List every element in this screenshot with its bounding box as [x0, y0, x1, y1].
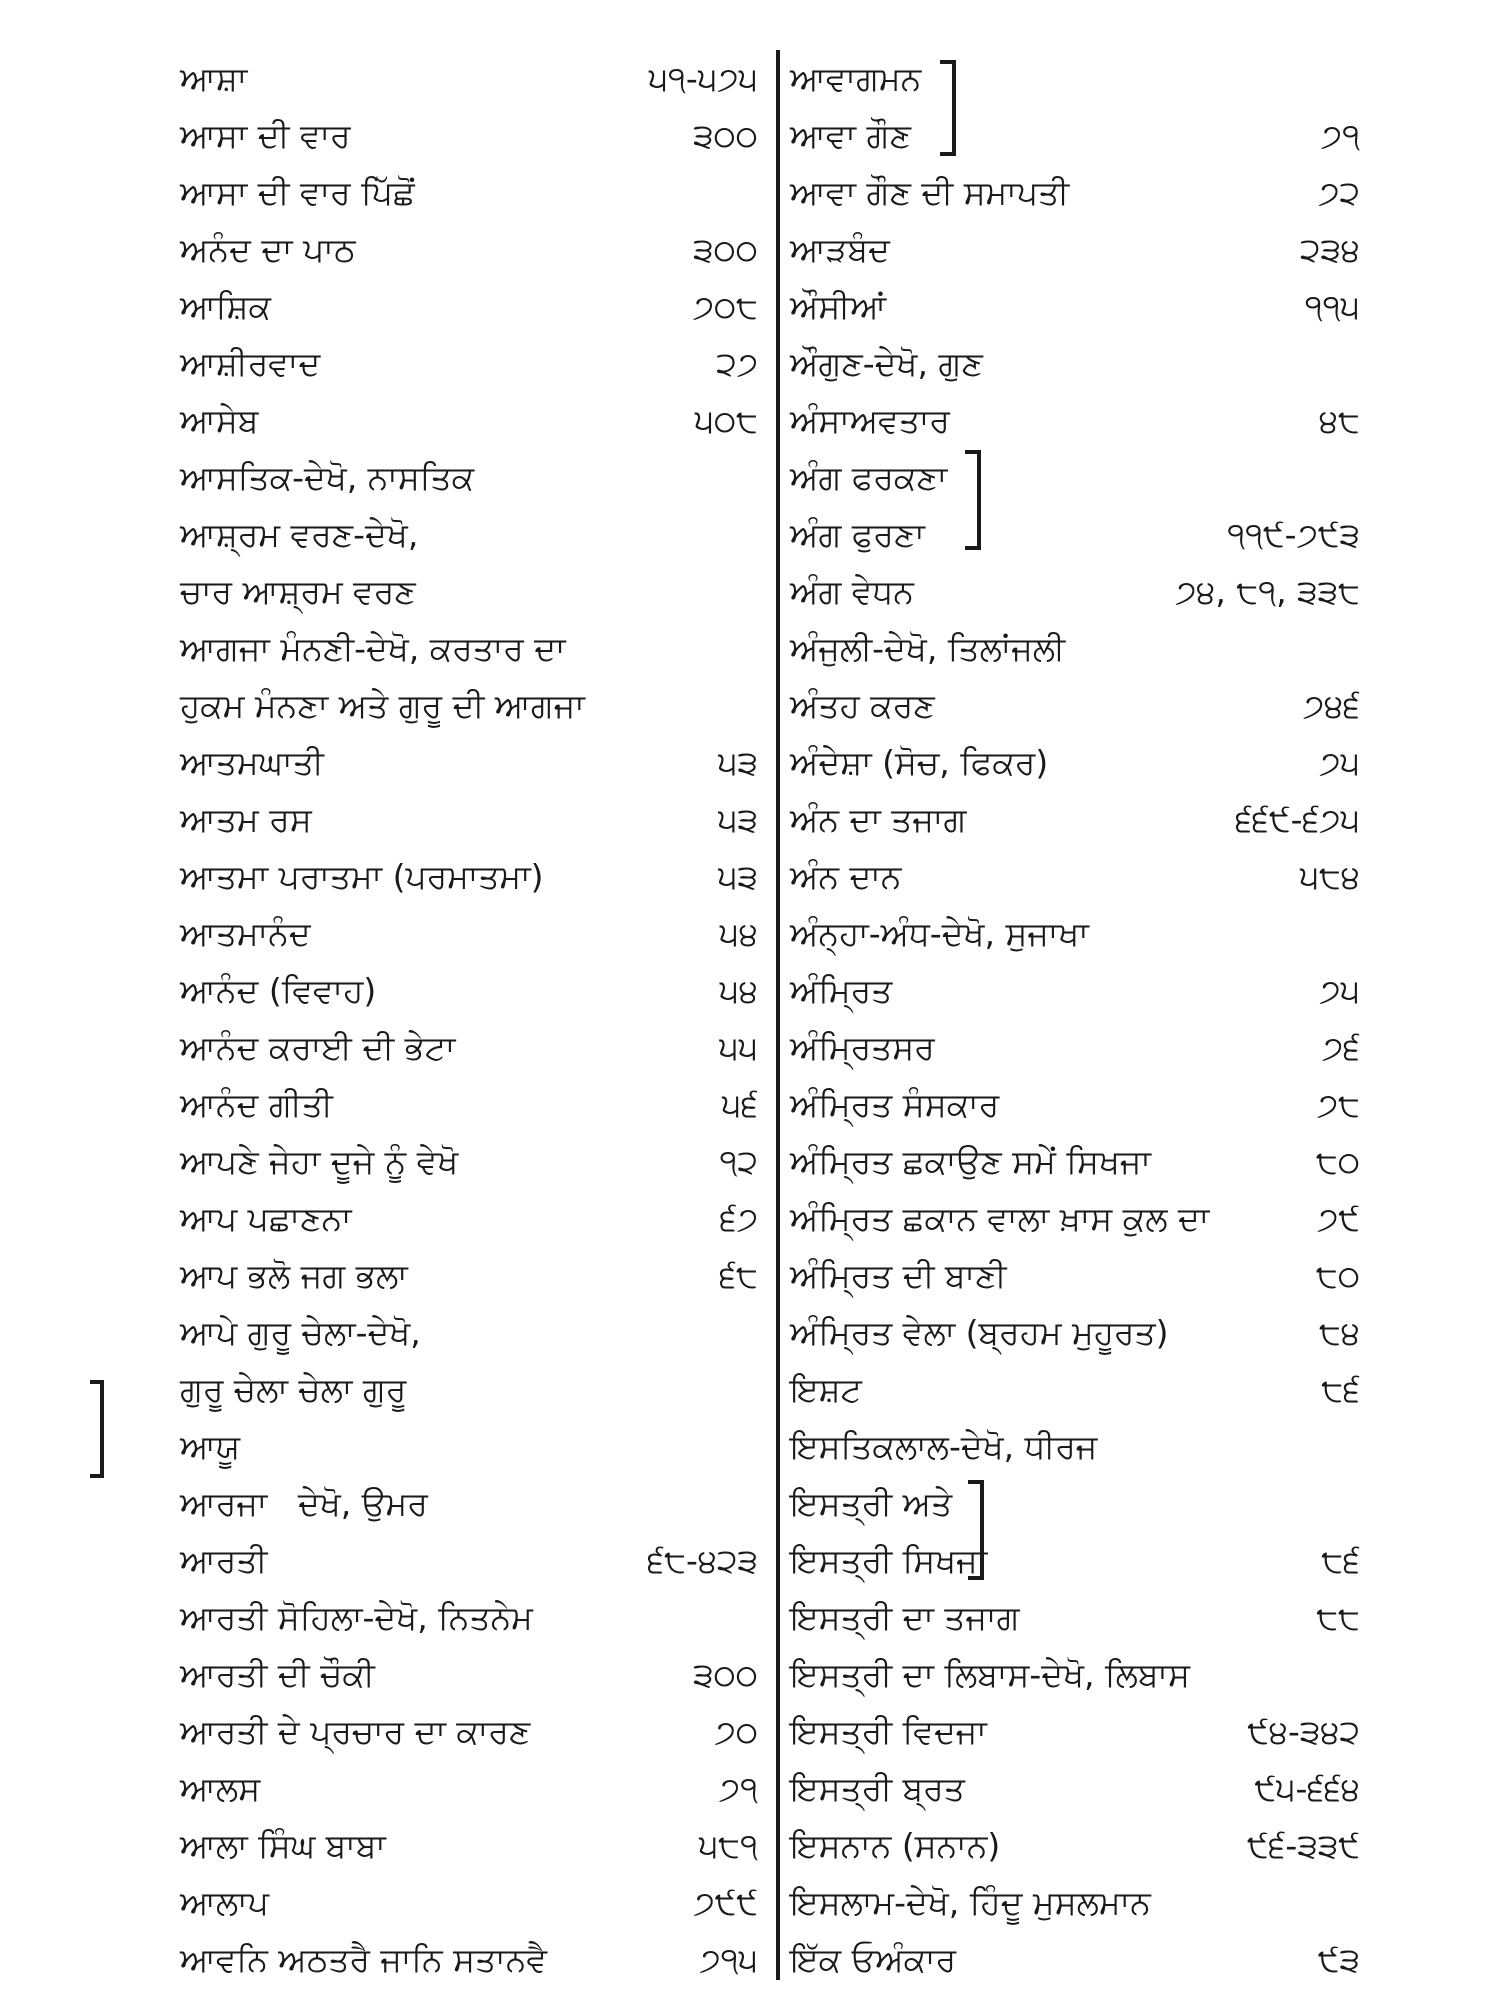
- index-entry: [790, 1133, 1360, 1190]
- index-term: ਅੰਮ੍ਰਿਤ ਦੀ ਬਾਣੀ: [790, 1256, 1007, 1295]
- index-term: ਇਸਤ੍ਰੀ ਬ੍ਰਤ: [790, 1769, 965, 1808]
- index-page-number: ੫੧-੫੭੫: [648, 59, 758, 98]
- index-term: ਆਸਾ ਦੀ ਵਾਰ: [180, 116, 351, 155]
- index-term: ਇਸ਼ਟ: [790, 1370, 862, 1409]
- index-page-number: ੫੪: [719, 914, 758, 953]
- index-column-right: [790, 50, 1360, 1988]
- index-entry: [180, 1646, 758, 1703]
- index-term: ਆਗਜਾ ਮੰਨਣੀ-ਦੇਖੋ, ਕਰਤਾਰ ਦਾ: [180, 629, 566, 668]
- index-column-left: [180, 50, 758, 1988]
- index-entry: [790, 449, 1360, 506]
- index-page-number: ੫੩: [718, 743, 758, 782]
- index-entry: [180, 905, 758, 962]
- index-term: ਆਰਤੀ: [180, 1541, 268, 1580]
- index-page-number: ੧੧੯-੭੯੩: [1227, 515, 1360, 554]
- index-term: ਆਤਮ ਰਸ: [180, 800, 312, 839]
- index-term: ਅੰਮ੍ਰਿਤ ਸੰਸਕਾਰ: [790, 1085, 1000, 1124]
- index-entry: [180, 677, 758, 734]
- index-term: ਆਰਤੀ ਸੋਹਿਲਾ-ਦੇਖੋ, ਨਿਤਨੇਮ: [180, 1598, 533, 1637]
- index-term: ਅੰਗ ਫੁਰਣਾ: [790, 515, 925, 554]
- index-entry: [180, 278, 758, 335]
- index-page-number: ੫੮੧: [698, 1826, 758, 1865]
- index-entry: [790, 1931, 1360, 1988]
- index-page-number: ੨੭: [716, 344, 758, 383]
- index-term: ਆਤਮਾਨੰਦ: [180, 914, 311, 953]
- index-entry: [790, 335, 1360, 392]
- index-term: ਇਸਨਾਨ (ਸਨਾਨ): [790, 1826, 1001, 1865]
- index-term: ਔਗੁਣ-ਦੇਖੋ, ਗੁਣ: [790, 344, 983, 383]
- index-entry: [180, 1874, 758, 1931]
- index-entry: [790, 1076, 1360, 1133]
- index-page-number: ੬੭: [719, 1199, 758, 1238]
- index-entry: [180, 1190, 758, 1247]
- index-term: ਹੁਕਮ ਮੰਨਣਾ ਅਤੇ ਗੁਰੂ ਦੀ ਆਗਜਾ: [180, 686, 585, 725]
- index-term: ਔਸੀਆਂ: [790, 287, 887, 326]
- index-term: ਆਰਤੀ ਦੇ ਪ੍ਰਚਾਰ ਦਾ ਕਾਰਣ: [180, 1712, 531, 1751]
- index-term: ਅੰਨ ਦਾ ਤਜਾਗ: [790, 800, 967, 839]
- index-entry: [180, 1760, 758, 1817]
- index-term: ਆਸ਼ਾ: [180, 59, 248, 98]
- index-term: ਇਸਤਿਕਲਾਲ-ਦੇਖੋ, ਧੀਰਜ: [790, 1427, 1098, 1466]
- index-entry: [180, 107, 758, 164]
- index-entry: [790, 1418, 1360, 1475]
- index-page-number: ੭੫: [1319, 971, 1360, 1010]
- index-page-number: ੪੮: [1319, 401, 1360, 440]
- index-page-number: ੫੦੮: [694, 401, 758, 440]
- index-page-number: ੧੧੫: [1304, 287, 1360, 326]
- index-term: ਆਵਾਗਮਨ: [790, 59, 922, 98]
- index-term: ਆਸਤਿਕ-ਦੇਖੋ, ਨਾਸਤਿਕ: [180, 458, 475, 497]
- index-entry: [180, 1589, 758, 1646]
- index-page-number: ੭੧: [1320, 116, 1360, 155]
- index-page-number: ੭੫: [1319, 743, 1360, 782]
- index-entry: [180, 1418, 758, 1475]
- index-entry: [790, 221, 1360, 278]
- index-term: ਆਨੰਦ ਕਰਾਈ ਦੀ ਭੇਟਾ: [180, 1028, 456, 1067]
- index-entry: [180, 791, 758, 848]
- index-page-number: ੭੧: [718, 1769, 758, 1808]
- index-entry: [790, 1589, 1360, 1646]
- index-term: ਆਲਾਪ: [180, 1883, 269, 1922]
- index-entry: [180, 848, 758, 905]
- index-term: ਆਲਸ: [180, 1769, 261, 1808]
- index-entry: [180, 1931, 758, 1988]
- index-term: ਆਵਨਿ ਅਠਤਰੈ ਜਾਨਿ ਸਤਾਨਵੈ: [180, 1940, 547, 1979]
- index-entry: [790, 107, 1360, 164]
- index-entry: [790, 1304, 1360, 1361]
- index-entry: [180, 449, 758, 506]
- index-entry: [180, 221, 758, 278]
- index-page-number: ੫੮੪: [1299, 857, 1360, 896]
- index-page-number: ੮੦: [1316, 1142, 1360, 1181]
- index-page-number: ੫੩: [718, 800, 758, 839]
- index-entry: [790, 278, 1360, 335]
- index-term: ਅੰਤਹ ਕਰਣ: [790, 686, 935, 725]
- index-term: ਆਪ ਭਲੋ ਜਗ ਭਲਾ: [180, 1256, 408, 1295]
- index-page-number: ੮੪: [1319, 1313, 1360, 1352]
- index-term: ਅੰਨ ਦਾਨ: [790, 857, 902, 896]
- index-term: ਇਸਤ੍ਰੀ ਦਾ ਤਜਾਗ: [790, 1598, 1020, 1637]
- index-term: ਆਸ਼ੀਰਵਾਦ: [180, 344, 321, 383]
- index-page-number: ੯੬-੩੩੯: [1247, 1826, 1360, 1865]
- index-term: ਇਸਲਾਮ-ਦੇਖੋ, ਹਿੰਦੂ ਮੁਸਲਮਾਨ: [790, 1883, 1151, 1922]
- index-entry: [180, 620, 758, 677]
- index-entry: [790, 848, 1360, 905]
- index-entry: [790, 506, 1360, 563]
- index-page-number: ੭੧੫: [699, 1940, 758, 1979]
- index-entry: [180, 1475, 758, 1532]
- index-term: ਇਸਤ੍ਰੀ ਵਿਦਜਾ: [790, 1712, 987, 1751]
- index-term: ਇਸਤ੍ਰੀ ਦਾ ਲਿਬਾਸ-ਦੇਖੋ, ਲਿਬਾਸ: [790, 1655, 1190, 1694]
- index-entry: [180, 1361, 758, 1418]
- index-entry: [180, 1703, 758, 1760]
- index-entry: [790, 1019, 1360, 1076]
- index-entry: [790, 620, 1360, 677]
- index-term: ਇੱਕ ਓਅੰਕਾਰ: [790, 1940, 957, 1979]
- index-term: ਆੜਬੰਦ: [790, 230, 890, 269]
- index-entry: [180, 1247, 758, 1304]
- index-term: ਆਪਣੇ ਜੇਹਾ ਦੂਜੇ ਨੂੰ ਵੇਖੋ: [180, 1142, 459, 1181]
- index-page-number: ੫੬: [721, 1085, 758, 1124]
- index-page-number: ੭੪, ੮੧, ੩੩੮: [1175, 572, 1360, 611]
- index-page-number: ੭੯: [1317, 1199, 1360, 1238]
- index-page-number: ੬੮: [719, 1256, 758, 1295]
- index-entry: [790, 164, 1360, 221]
- index-term: ਆਤਮਘਾਤੀ: [180, 743, 324, 782]
- index-term: ਆਸ਼ਿਕ: [180, 287, 272, 326]
- index-entry: [790, 1760, 1360, 1817]
- index-page-number: ੭੪੬: [1302, 686, 1360, 725]
- index-term: ਇਸਤ੍ਰੀ ਸਿਖਜਾ: [790, 1541, 988, 1580]
- index-page-number: ੮੬: [1321, 1541, 1360, 1580]
- index-entry: [180, 164, 758, 221]
- index-term: ਆਨੰਦ ਗੀਤੀ: [180, 1085, 333, 1124]
- index-entry: [790, 50, 1360, 107]
- index-page-number: ੩੦੦: [693, 116, 758, 155]
- index-entry: [790, 791, 1360, 848]
- index-entry: [790, 962, 1360, 1019]
- index-term: ਅੰਸਾਅਵਤਾਰ: [790, 401, 950, 440]
- index-entry: [790, 1190, 1360, 1247]
- index-term: ਅੰਦੇਸ਼ਾ (ਸੋਚ, ਫਿਕਰ): [790, 743, 1049, 782]
- index-entry: [790, 1247, 1360, 1304]
- index-term: ਅੰਮ੍ਰਿਤ ਛਕਾਉਣ ਸਮੇਂ ਸਿਖਜਾ: [790, 1142, 1151, 1181]
- index-page-number: ੭੦: [714, 1712, 758, 1751]
- index-entry: [790, 1817, 1360, 1874]
- index-entry: [180, 1817, 758, 1874]
- index-page-number: ੬੬੯-੬੭੫: [1235, 800, 1360, 839]
- bracket-left: [90, 1380, 104, 1478]
- index-term: ਆਲਾ ਸਿੰਘ ਬਾਬਾ: [180, 1826, 386, 1865]
- index-term: ਆਸੇਬ: [180, 401, 259, 440]
- index-entry: [790, 392, 1360, 449]
- index-entry: [790, 1703, 1360, 1760]
- index-term: ਅੰਮ੍ਰਿਤਸਰ: [790, 1028, 935, 1067]
- index-entry: [790, 1646, 1360, 1703]
- index-page-number: ੫੪: [719, 971, 758, 1010]
- index-term: ਆਪੇ ਗੁਰੂ ਚੇਲਾ-ਦੇਖੋ,: [180, 1313, 421, 1352]
- index-page-number: ੬੮-੪੨੩: [647, 1541, 758, 1580]
- index-page-number: ੫੩: [718, 857, 758, 896]
- index-page-number: ੯੪-੩੪੨: [1247, 1712, 1360, 1751]
- index-term: ਆਤਮਾ ਪਰਾਤਮਾ (ਪਰਮਾਤਮਾ): [180, 857, 544, 896]
- index-entry: [180, 734, 758, 791]
- index-page-number: ੭੬: [1321, 1028, 1360, 1067]
- index-entry: [790, 563, 1360, 620]
- index-entry: [790, 677, 1360, 734]
- index-page-number: ੩੦੦: [693, 1655, 758, 1694]
- index-term: ਅੰਗ ਵੇਧਨ: [790, 572, 914, 611]
- index-page-number: ੮੦: [1316, 1256, 1360, 1295]
- index-term: ਆਯੂ: [180, 1427, 241, 1466]
- index-entry: [790, 734, 1360, 791]
- index-term: ਅੰਜੁਲੀ-ਦੇਖੋ, ਤਿਲਾਂਜਲੀ: [790, 629, 1066, 668]
- index-entry: [790, 1361, 1360, 1418]
- index-term: ਆਵਾ ਗੌਣ: [790, 116, 911, 155]
- index-term: ਆਸ਼੍ਰਮ ਵਰਣ-ਦੇਖੋ,: [180, 515, 419, 554]
- index-entry: [180, 1133, 758, 1190]
- index-term: ਅੰਮ੍ਰਿਤ: [790, 971, 893, 1010]
- index-entry: [180, 392, 758, 449]
- index-term: ਗੁਰੂ ਚੇਲਾ ਚੇਲਾ ਗੁਰੂ: [180, 1370, 407, 1409]
- index-page-number: ੭੦੮: [692, 287, 758, 326]
- index-term: ਆਰਤੀ ਦੀ ਚੌਕੀ: [180, 1655, 375, 1694]
- index-page-number: ੨੩੪: [1299, 230, 1360, 269]
- index-term: ਅੰਗ ਫਰਕਣਾ: [790, 458, 948, 497]
- index-page-number: ੯੩: [1317, 1940, 1360, 1979]
- index-entry: [180, 50, 758, 107]
- index-page-number: ੭੯੯: [693, 1883, 758, 1922]
- index-entry: [180, 335, 758, 392]
- index-entry: [180, 1532, 758, 1589]
- index-term: ਆਪ ਪਛਾਣਨਾ: [180, 1199, 352, 1238]
- index-entry: [790, 1475, 1360, 1532]
- index-term: ਆਵਾ ਗੌਣ ਦੀ ਸਮਾਪਤੀ: [790, 173, 1070, 212]
- index-page-number: ੭੨: [1318, 173, 1360, 212]
- index-entry: [180, 1076, 758, 1133]
- index-entry: [180, 962, 758, 1019]
- index-entry: [180, 1019, 758, 1076]
- index-entry: [790, 1532, 1360, 1589]
- index-page-number: ੭੮: [1316, 1085, 1360, 1124]
- index-term: ਚਾਰ ਆਸ਼੍ਰਮ ਵਰਣ: [180, 572, 416, 611]
- column-divider: [776, 50, 780, 1980]
- index-entry: [180, 506, 758, 563]
- index-page-number: ੮੮: [1316, 1598, 1360, 1637]
- index-see-also: ਦੇਖੋ, ਉਮਰ: [298, 1484, 428, 1523]
- index-term: ਆਨੰਦ (ਵਿਵਾਹ): [180, 971, 377, 1010]
- index-term: ਆਸਾ ਦੀ ਵਾਰ ਪਿੱਛੋਂ: [180, 173, 415, 212]
- index-page-number: ੧੨: [719, 1142, 758, 1181]
- index-entry: [790, 905, 1360, 962]
- index-page-number: ੯੫-੬੬੪: [1254, 1769, 1360, 1808]
- index-page-number: ੫੫: [719, 1028, 758, 1067]
- index-term: ਅੰਮ੍ਰਿਤ ਵੇਲਾ (ਬ੍ਰਹਮ ਮੁਹੂਰਤ): [790, 1313, 1169, 1352]
- index-term: ਅਨੰਦ ਦਾ ਪਾਠ: [180, 230, 356, 269]
- index-term: ਇਸਤ੍ਰੀ ਅਤੇ: [790, 1484, 953, 1523]
- index-page-number: ੮੬: [1321, 1370, 1360, 1409]
- index-term: ਅੰਨ੍ਹਾ-ਅੰਧ-ਦੇਖੋ, ਸੁਜਾਖਾ: [790, 914, 1089, 953]
- index-page-number: ੩੦੦: [693, 230, 758, 269]
- index-term: ਅੰਮ੍ਰਿਤ ਛਕਾਨ ਵਾਲਾ ਖ਼ਾਸ ਕੁਲ ਦਾ: [790, 1199, 1210, 1238]
- index-term: ਆਰਜਾ: [180, 1484, 268, 1523]
- index-entry: [790, 1874, 1360, 1931]
- index-entry: [180, 1304, 758, 1361]
- index-entry: [180, 563, 758, 620]
